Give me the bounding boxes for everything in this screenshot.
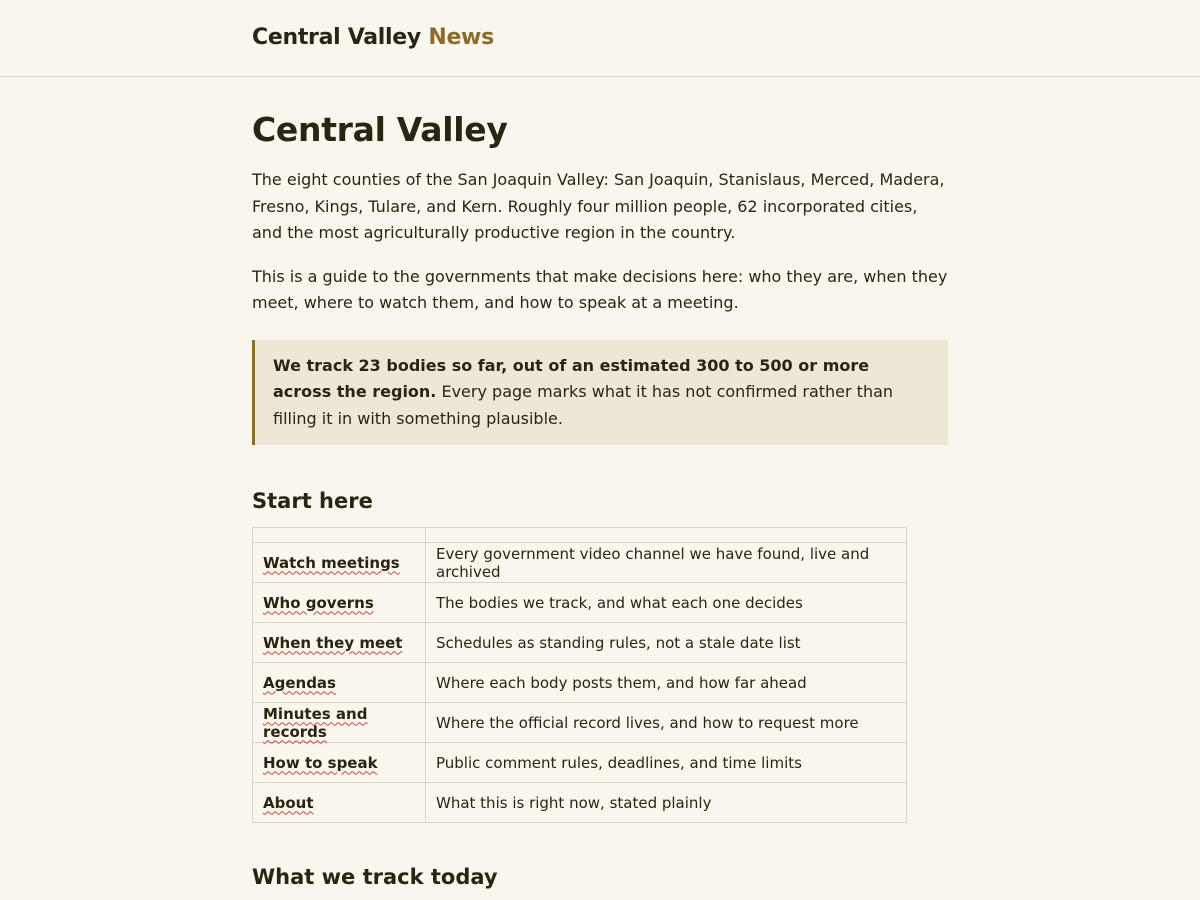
table-row — [253, 743, 907, 783]
brand-accent: News — [428, 25, 494, 50]
link-how-to-speak[interactable]: How to speak — [263, 753, 378, 772]
brand-name: Central Valley — [252, 25, 421, 50]
table-row — [253, 663, 907, 703]
link-watch-meetings[interactable]: Watch meetings — [263, 553, 400, 572]
row-description: What this is right now, stated plainly — [426, 783, 907, 823]
row-description: The bodies we track, and what each one decides — [426, 583, 907, 623]
main-content — [252, 110, 948, 891]
table-row — [253, 583, 907, 623]
link-about[interactable]: About — [263, 793, 314, 812]
row-description: Public comment rules, deadlines, and time limits — [426, 743, 907, 783]
table-row — [253, 783, 907, 823]
table-header-row — [253, 528, 907, 543]
intro-paragraph-2: This is a guide to the governments that make decisions here: who they are, when they meet, where to watch them, and how to speak at a meeting. — [252, 266, 948, 312]
link-when-they-meet[interactable]: When they meet — [263, 633, 403, 652]
row-description: Schedules as standing rules, not a stale date list — [426, 623, 907, 663]
link-who-governs[interactable]: Who governs — [263, 593, 374, 612]
intro-paragraph-1: The eight counties of the San Joaquin Valley: San Joaquin, Stanislaus, Merced, Madera, Fresno, Kings, Tulare, and Kern. Roughly four million people, 62 incorporated cities, and the most agriculturally productive region in the country. — [252, 170, 945, 242]
row-description: Every government video channel we have found, live and archived — [426, 543, 907, 583]
start-here-heading: Start here — [252, 489, 373, 513]
link-agendas[interactable]: Agendas — [263, 673, 336, 692]
site-header — [0, 0, 1200, 77]
table-row — [253, 623, 907, 663]
row-description: Where the official record lives, and how to request more — [426, 703, 907, 743]
table-header-cell — [426, 528, 907, 543]
table-row — [253, 703, 907, 743]
site-logo-link[interactable] — [252, 0, 494, 50]
what-we-track-heading: What we track today — [252, 865, 498, 889]
callout-bold-text: We track 23 bodies so far, out of an estimated 300 to 500 or more across the region. — [273, 355, 870, 401]
link-minutes-and-records[interactable]: Minutes and records — [263, 704, 368, 741]
tracking-callout — [252, 340, 948, 446]
page-title: Central Valley — [252, 110, 508, 149]
table-header-cell — [253, 528, 426, 543]
row-description: Where each body posts them, and how far ahead — [426, 663, 907, 703]
table-row — [253, 543, 907, 583]
callout-text: Every page marks what it has not confirmed rather than filling it in with something plausible. — [273, 382, 894, 428]
start-here-table — [252, 527, 907, 823]
